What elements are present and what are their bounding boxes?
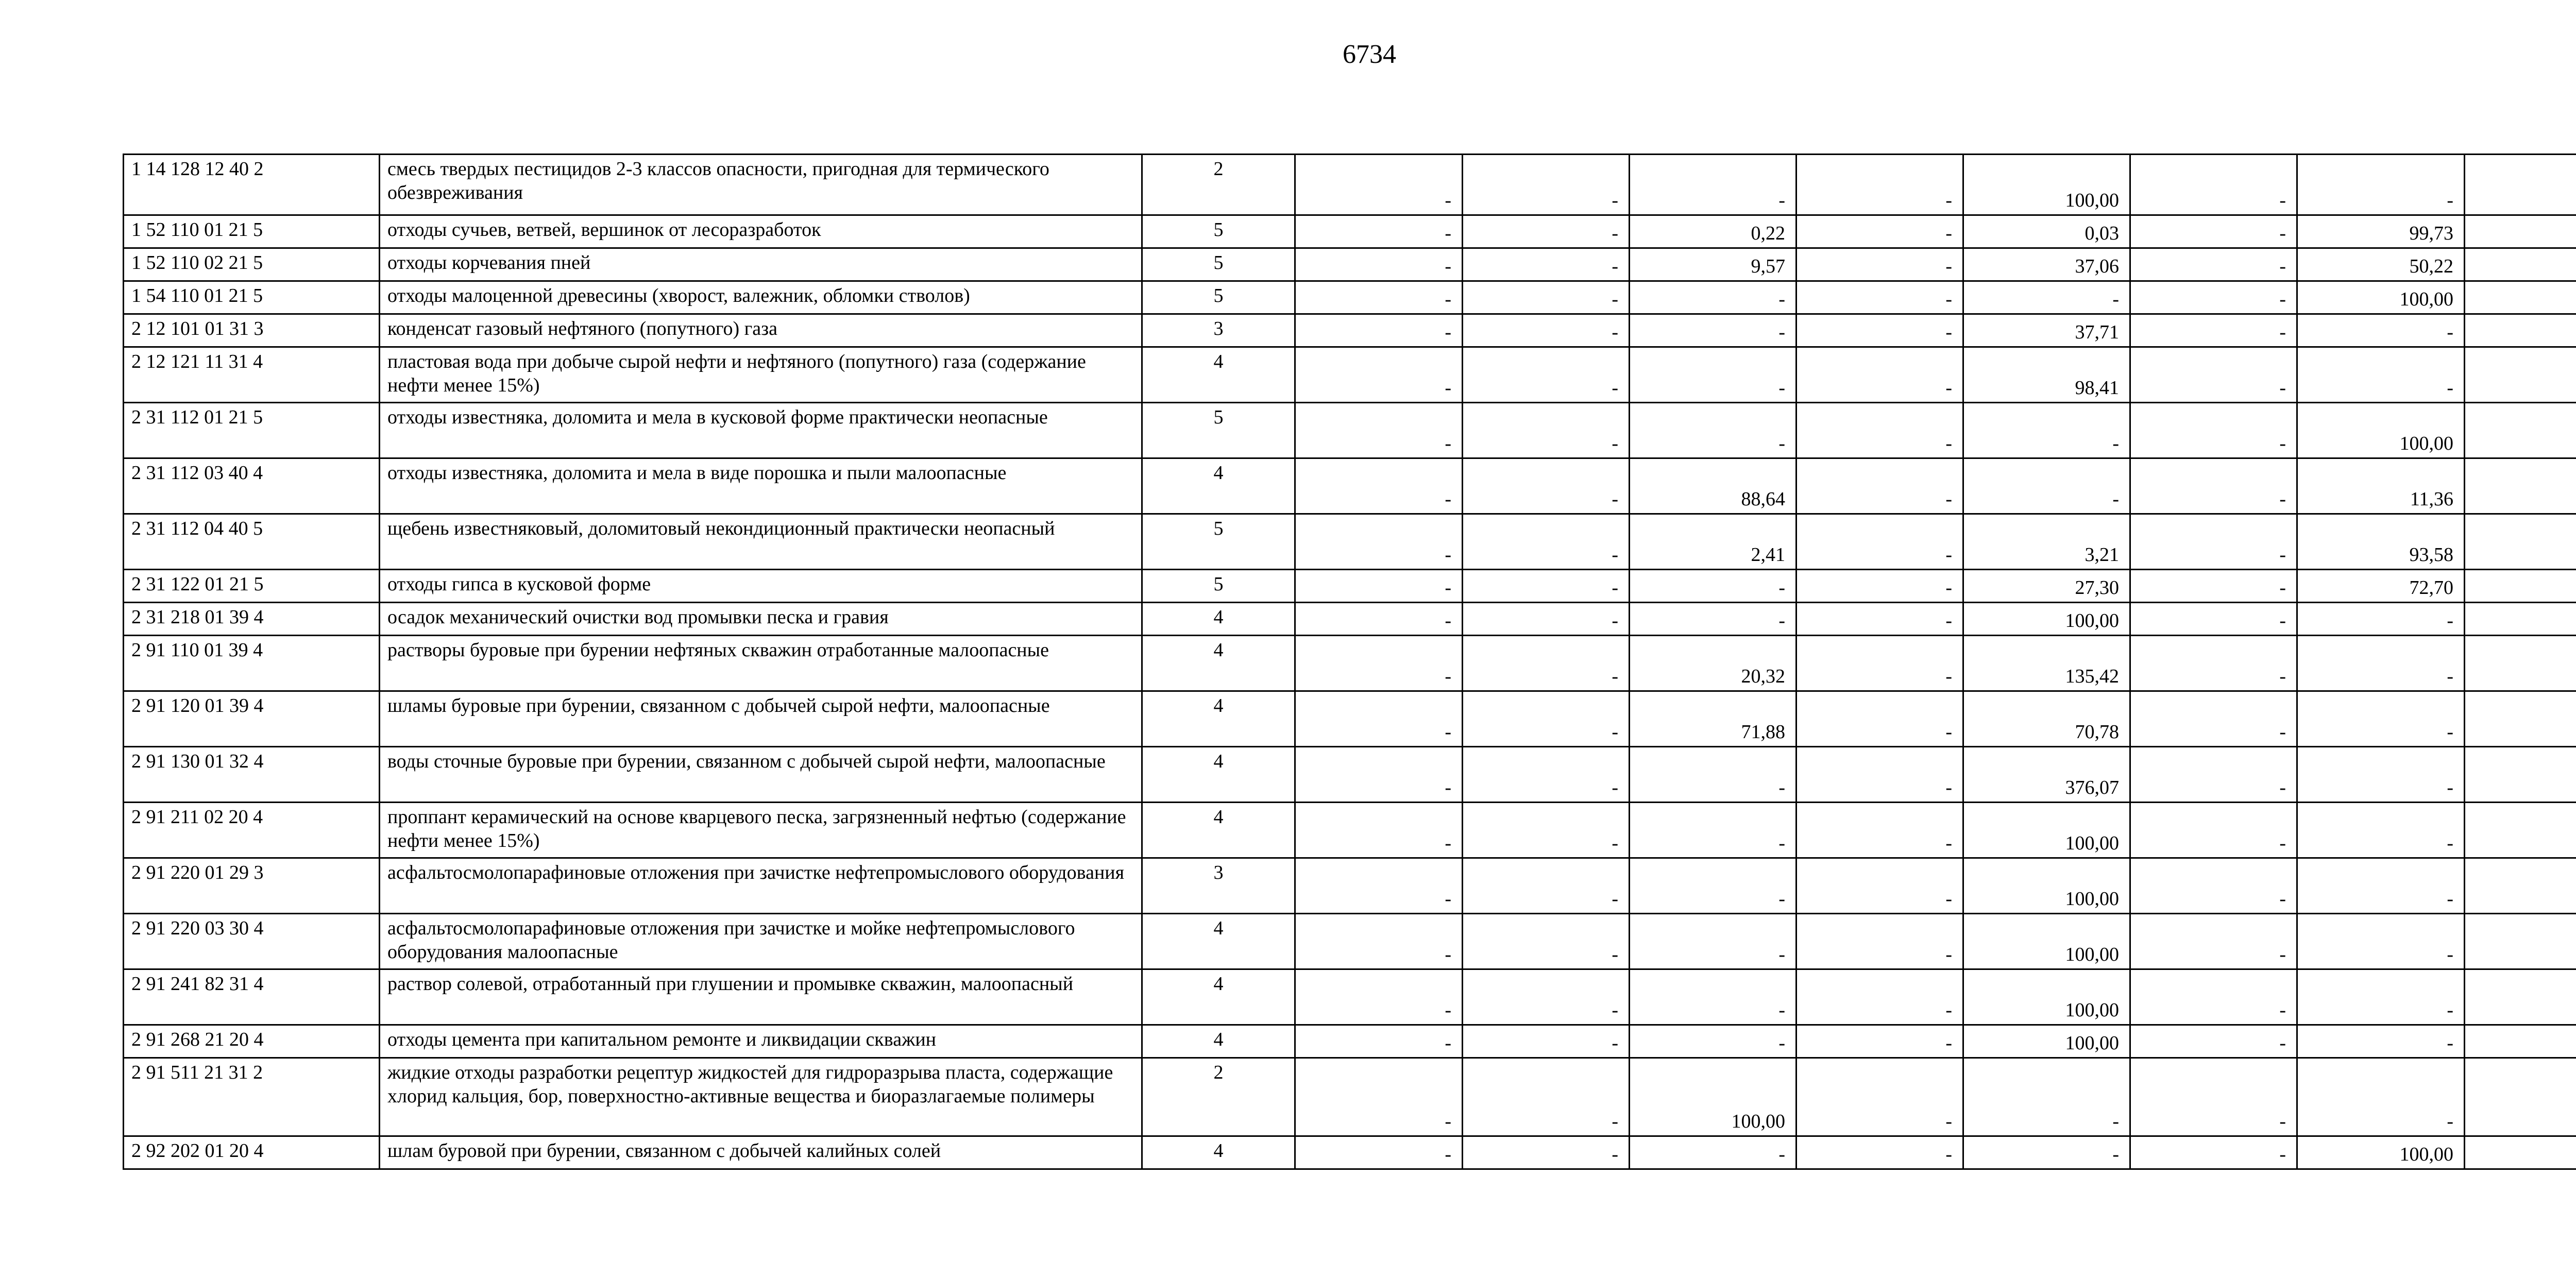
value-cell-6: - [2130,458,2297,514]
waste-name-cell: воды сточные буровые при бурении, связанном с добычей сырой нефти, малоопасные [380,747,1142,803]
value-cell-5: - [1963,1136,2130,1169]
waste-name-cell: шлам буровой при бурении, связанном с добычей калийных солей [380,1136,1142,1169]
hazard-class-cell: 5 [1142,281,1295,314]
table-row [124,403,2576,458]
value-cell-5: 3,21 [1963,514,2130,570]
waste-code-cell: 2 91 110 01 39 4 [124,636,380,691]
value-cell-1: - [1295,1136,1463,1169]
waste-name-cell: щебень известняковый, доломитовый некондиционный практически неопасный [380,514,1142,570]
table-row [124,1025,2576,1058]
waste-code-cell: 2 92 202 01 20 4 [124,1136,380,1169]
value-cell-2: - [1463,248,1630,281]
waste-name-cell: осадок механический очистки вод промывки песка и гравия [380,603,1142,636]
value-cell-8 [2465,281,2576,314]
value-cell-2: - [1463,281,1630,314]
value-cell-5: 100,00 [1963,969,2130,1025]
value-cell-5: 0,03 [1963,215,2130,248]
value-cell-1: - [1295,347,1463,403]
waste-code-cell: 2 91 220 03 30 4 [124,914,380,969]
waste-name-cell: отходы гипса в кусковой форме [380,570,1142,603]
value-cell-3: 9,57 [1630,248,1797,281]
value-cell-6: - [2130,636,2297,691]
value-cell-4: - [1797,969,1963,1025]
waste-code-cell: 2 12 101 01 31 3 [124,314,380,347]
value-cell-3: - [1630,155,1797,215]
table-row [124,458,2576,514]
value-cell-1: - [1295,914,1463,969]
value-cell-7: 100,00 [2297,403,2465,458]
waste-code-cell: 2 91 220 01 29 3 [124,858,380,914]
value-cell-8 [2465,1136,2576,1169]
table-row [124,314,2576,347]
value-cell-4: - [1797,747,1963,803]
value-cell-4: - [1797,314,1963,347]
value-cell-4: - [1797,858,1963,914]
value-cell-7: - [2297,914,2465,969]
value-cell-3: 100,00 [1630,1058,1797,1136]
waste-name-cell: отходы известняка, доломита и мела в виде порошка и пыли малоопасные [380,458,1142,514]
value-cell-4: - [1797,603,1963,636]
value-cell-7: - [2297,691,2465,747]
table-row [124,570,2576,603]
waste-name-cell: асфальтосмолопарафиновые отложения при зачистке и мойке нефтепромыслового оборудования малоопасные [380,914,1142,969]
waste-name-cell: отходы малоценной древесины (хворост, валежник, обломки стволов) [380,281,1142,314]
waste-code-cell: 2 91 130 01 32 4 [124,747,380,803]
value-cell-8 [2465,603,2576,636]
waste-name-cell: растворы буровые при бурении нефтяных скважин отработанные малоопасные [380,636,1142,691]
value-cell-4: - [1797,691,1963,747]
value-cell-4: - [1797,458,1963,514]
value-cell-2: - [1463,858,1630,914]
value-cell-4: - [1797,914,1963,969]
value-cell-3: 71,88 [1630,691,1797,747]
value-cell-6: - [2130,603,2297,636]
value-cell-6: - [2130,570,2297,603]
value-cell-8 [2465,747,2576,803]
value-cell-7: - [2297,314,2465,347]
waste-code-cell: 2 91 268 21 20 4 [124,1025,380,1058]
value-cell-1: - [1295,314,1463,347]
value-cell-7: 72,70 [2297,570,2465,603]
hazard-class-cell: 4 [1142,914,1295,969]
value-cell-5: 27,30 [1963,570,2130,603]
value-cell-8 [2465,691,2576,747]
value-cell-1: - [1295,215,1463,248]
value-cell-6: - [2130,969,2297,1025]
table-row [124,1136,2576,1169]
waste-code-cell: 1 52 110 02 21 5 [124,248,380,281]
value-cell-1: - [1295,858,1463,914]
waste-name-cell: смесь твердых пестицидов 2-3 классов опасности, пригодная для термического обезвреживания [380,155,1142,215]
hazard-class-cell: 4 [1142,747,1295,803]
hazard-class-cell: 5 [1142,248,1295,281]
value-cell-6: - [2130,281,2297,314]
value-cell-1: - [1295,1058,1463,1136]
hazard-class-cell: 4 [1142,458,1295,514]
value-cell-6: - [2130,1025,2297,1058]
value-cell-4: - [1797,215,1963,248]
value-cell-8 [2465,215,2576,248]
value-cell-3: - [1630,803,1797,858]
hazard-class-cell: 3 [1142,314,1295,347]
table-row [124,281,2576,314]
value-cell-3: - [1630,914,1797,969]
value-cell-1: - [1295,570,1463,603]
hazard-class-cell: 4 [1142,603,1295,636]
value-cell-4: - [1797,1136,1963,1169]
value-cell-5: 70,78 [1963,691,2130,747]
waste-name-cell: отходы сучьев, ветвей, вершинок от лесоразработок [380,215,1142,248]
value-cell-2: - [1463,747,1630,803]
value-cell-3: - [1630,747,1797,803]
value-cell-8 [2465,858,2576,914]
value-cell-2: - [1463,403,1630,458]
value-cell-6: - [2130,248,2297,281]
value-cell-8 [2465,914,2576,969]
value-cell-2: - [1463,1136,1630,1169]
value-cell-3: - [1630,314,1797,347]
value-cell-2: - [1463,155,1630,215]
value-cell-6: - [2130,691,2297,747]
value-cell-8 [2465,803,2576,858]
table-row [124,248,2576,281]
table-row [124,347,2576,403]
waste-name-cell: отходы известняка, доломита и мела в кусковой форме практически неопасные [380,403,1142,458]
value-cell-8 [2465,347,2576,403]
value-cell-8 [2465,1058,2576,1136]
value-cell-7: - [2297,347,2465,403]
value-cell-7: - [2297,969,2465,1025]
value-cell-2: - [1463,570,1630,603]
value-cell-5: - [1963,281,2130,314]
value-cell-8 [2465,570,2576,603]
waste-table-body [124,155,2576,1169]
waste-name-cell: жидкие отходы разработки рецептур жидкостей для гидроразрыва пласта, содержащие хлорид кальция, бор, поверхностно-активные вещества и биоразлагаемые полимеры [380,1058,1142,1136]
waste-code-cell: 2 91 211 02 20 4 [124,803,380,858]
value-cell-3: 88,64 [1630,458,1797,514]
value-cell-6: - [2130,1136,2297,1169]
value-cell-1: - [1295,803,1463,858]
table-row [124,1058,2576,1136]
value-cell-4: - [1797,403,1963,458]
value-cell-2: - [1463,215,1630,248]
value-cell-8 [2465,458,2576,514]
waste-code-cell: 2 31 112 01 21 5 [124,403,380,458]
value-cell-1: - [1295,248,1463,281]
waste-name-cell: отходы корчевания пней [380,248,1142,281]
value-cell-2: - [1463,969,1630,1025]
hazard-class-cell: 4 [1142,1025,1295,1058]
value-cell-8 [2465,403,2576,458]
value-cell-8 [2465,636,2576,691]
value-cell-2: - [1463,514,1630,570]
waste-name-cell: асфальтосмолопарафиновые отложения при зачистке нефтепромыслового оборудования [380,858,1142,914]
value-cell-2: - [1463,691,1630,747]
value-cell-1: - [1295,747,1463,803]
waste-name-cell: проппант керамический на основе кварцевого песка, загрязненный нефтью (содержание нефти менее 15%) [380,803,1142,858]
value-cell-5: 100,00 [1963,1025,2130,1058]
value-cell-4: - [1797,803,1963,858]
value-cell-6: - [2130,155,2297,215]
waste-code-cell: 2 31 218 01 39 4 [124,603,380,636]
value-cell-3: - [1630,570,1797,603]
hazard-class-cell: 3 [1142,858,1295,914]
value-cell-5: 100,00 [1963,155,2130,215]
table-row [124,691,2576,747]
value-cell-5: 100,00 [1963,603,2130,636]
value-cell-5: 100,00 [1963,803,2130,858]
value-cell-5: - [1963,403,2130,458]
value-cell-2: - [1463,1025,1630,1058]
value-cell-8 [2465,314,2576,347]
value-cell-2: - [1463,914,1630,969]
value-cell-7: 100,00 [2297,281,2465,314]
value-cell-3: - [1630,347,1797,403]
value-cell-7: - [2297,1058,2465,1136]
value-cell-7: - [2297,636,2465,691]
value-cell-7: 50,22 [2297,248,2465,281]
value-cell-4: - [1797,1025,1963,1058]
value-cell-4: - [1797,570,1963,603]
value-cell-4: - [1797,155,1963,215]
value-cell-3: - [1630,603,1797,636]
value-cell-7: 93,58 [2297,514,2465,570]
value-cell-3: - [1630,969,1797,1025]
value-cell-3: - [1630,858,1797,914]
value-cell-5: - [1963,458,2130,514]
value-cell-6: - [2130,403,2297,458]
value-cell-2: - [1463,636,1630,691]
value-cell-3: - [1630,1136,1797,1169]
value-cell-1: - [1295,403,1463,458]
value-cell-2: - [1463,458,1630,514]
value-cell-8 [2465,248,2576,281]
value-cell-6: - [2130,314,2297,347]
value-cell-4: - [1797,281,1963,314]
value-cell-5: 37,06 [1963,248,2130,281]
value-cell-3: - [1630,1025,1797,1058]
hazard-class-cell: 4 [1142,1136,1295,1169]
value-cell-8 [2465,514,2576,570]
waste-code-cell: 2 91 511 21 31 2 [124,1058,380,1136]
waste-code-cell: 2 12 121 11 31 4 [124,347,380,403]
table-row [124,747,2576,803]
value-cell-1: - [1295,1025,1463,1058]
hazard-class-cell: 2 [1142,1058,1295,1136]
value-cell-4: - [1797,347,1963,403]
value-cell-3: 2,41 [1630,514,1797,570]
waste-name-cell: конденсат газовый нефтяного (попутного) газа [380,314,1142,347]
hazard-class-cell: 4 [1142,803,1295,858]
value-cell-1: - [1295,636,1463,691]
value-cell-1: - [1295,969,1463,1025]
waste-code-cell: 2 31 112 04 40 5 [124,514,380,570]
page-number: 6734 [1343,40,1396,69]
value-cell-2: - [1463,347,1630,403]
table-row [124,603,2576,636]
waste-name-cell: шламы буровые при бурении, связанном с добычей сырой нефти, малоопасные [380,691,1142,747]
table-row [124,514,2576,570]
value-cell-6: - [2130,1058,2297,1136]
value-cell-5: 100,00 [1963,858,2130,914]
value-cell-1: - [1295,458,1463,514]
value-cell-2: - [1463,314,1630,347]
value-cell-1: - [1295,514,1463,570]
value-cell-6: - [2130,858,2297,914]
table-row [124,914,2576,969]
value-cell-5: 135,42 [1963,636,2130,691]
value-cell-6: - [2130,803,2297,858]
hazard-class-cell: 5 [1142,514,1295,570]
hazard-class-cell: 2 [1142,155,1295,215]
value-cell-1: - [1295,155,1463,215]
value-cell-7: 100,00 [2297,1136,2465,1169]
value-cell-2: - [1463,803,1630,858]
waste-code-cell: 1 52 110 01 21 5 [124,215,380,248]
table-row [124,215,2576,248]
value-cell-6: - [2130,914,2297,969]
value-cell-7: - [2297,858,2465,914]
value-cell-7: - [2297,155,2465,215]
value-cell-3: - [1630,403,1797,458]
hazard-class-cell: 5 [1142,570,1295,603]
waste-code-cell: 1 14 128 12 40 2 [124,155,380,215]
value-cell-1: - [1295,603,1463,636]
hazard-class-cell: 4 [1142,691,1295,747]
waste-name-cell: раствор солевой, отработанный при глушении и промывке скважин, малоопасный [380,969,1142,1025]
value-cell-4: - [1797,636,1963,691]
value-cell-3: 20,32 [1630,636,1797,691]
hazard-class-cell: 4 [1142,636,1295,691]
waste-code-cell: 2 91 120 01 39 4 [124,691,380,747]
value-cell-5: - [1963,1058,2130,1136]
value-cell-7: - [2297,603,2465,636]
value-cell-6: - [2130,747,2297,803]
hazard-class-cell: 5 [1142,403,1295,458]
waste-code-cell: 1 54 110 01 21 5 [124,281,380,314]
value-cell-3: 0,22 [1630,215,1797,248]
table-row [124,858,2576,914]
value-cell-1: - [1295,691,1463,747]
table-row [124,803,2576,858]
value-cell-8 [2465,155,2576,215]
waste-table [123,154,2576,1170]
value-cell-7: - [2297,803,2465,858]
value-cell-2: - [1463,1058,1630,1136]
value-cell-7: 11,36 [2297,458,2465,514]
value-cell-8 [2465,1025,2576,1058]
value-cell-5: 37,71 [1963,314,2130,347]
value-cell-7: 99,73 [2297,215,2465,248]
value-cell-4: - [1797,248,1963,281]
waste-code-cell: 2 31 112 03 40 4 [124,458,380,514]
table-row [124,969,2576,1025]
value-cell-6: - [2130,514,2297,570]
value-cell-2: - [1463,603,1630,636]
value-cell-7: - [2297,1025,2465,1058]
waste-name-cell: пластовая вода при добыче сырой нефти и нефтяного (попутного) газа (содержание нефти менее 15%) [380,347,1142,403]
value-cell-7: - [2297,747,2465,803]
value-cell-1: - [1295,281,1463,314]
waste-name-cell: отходы цемента при капитальном ремонте и ликвидации скважин [380,1025,1142,1058]
value-cell-5: 100,00 [1963,914,2130,969]
table-row [124,636,2576,691]
hazard-class-cell: 4 [1142,969,1295,1025]
waste-code-cell: 2 31 122 01 21 5 [124,570,380,603]
value-cell-4: - [1797,514,1963,570]
value-cell-4: - [1797,1058,1963,1136]
value-cell-3: - [1630,281,1797,314]
value-cell-5: 376,07 [1963,747,2130,803]
waste-code-cell: 2 91 241 82 31 4 [124,969,380,1025]
value-cell-6: - [2130,215,2297,248]
table-row [124,155,2576,215]
value-cell-5: 98,41 [1963,347,2130,403]
value-cell-6: - [2130,347,2297,403]
value-cell-8 [2465,969,2576,1025]
hazard-class-cell: 4 [1142,347,1295,403]
hazard-class-cell: 5 [1142,215,1295,248]
